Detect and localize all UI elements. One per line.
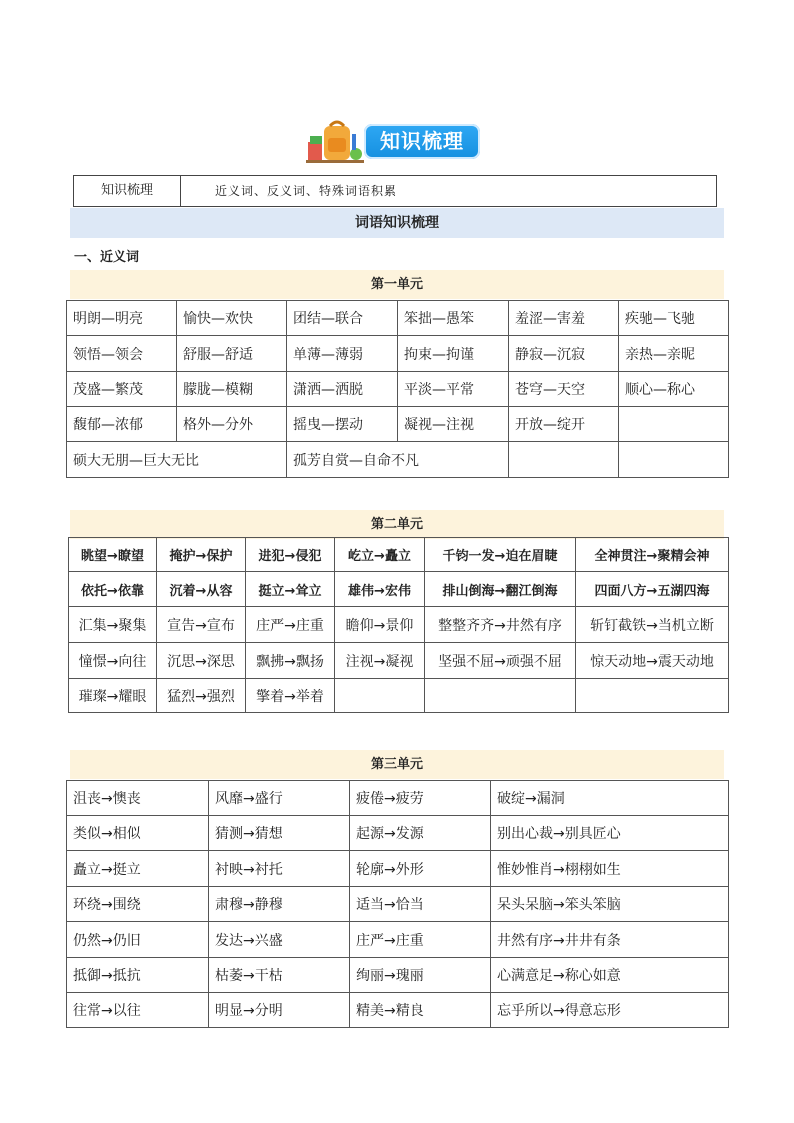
word-cell: 别出心裁→别具匠心 [491, 816, 729, 851]
word-cell: 沮丧→懊丧 [67, 781, 209, 816]
word-cell: 舒服—舒适 [177, 336, 287, 372]
word-cell: 仍然→仍旧 [67, 922, 209, 958]
word-cell: 轮廓→外形 [350, 851, 491, 887]
word-cell: 心满意足→称心如意 [491, 958, 729, 993]
word-cell: 拘束—拘谨 [398, 336, 509, 372]
word-cell: 茂盛—繁茂 [67, 372, 177, 407]
unit1-title: 第一单元 [70, 270, 724, 299]
word-cell: 挺立→耸立 [246, 572, 335, 607]
word-cell: 瞻仰→景仰 [335, 607, 425, 643]
table-row [67, 407, 729, 442]
table-row [69, 679, 729, 713]
unit2-table [68, 537, 729, 713]
word-cell: 单薄—薄弱 [287, 336, 398, 372]
unit2-title: 第二单元 [70, 510, 724, 539]
school-bag-icon [306, 120, 366, 164]
word-cell: 格外—分外 [177, 407, 287, 442]
table-row [67, 922, 729, 958]
word-cell: 千钧一发→迫在眉睫 [425, 538, 576, 572]
word-cell: 惊天动地→震天动地 [576, 643, 729, 679]
word-cell: 排山倒海→翻江倒海 [425, 572, 576, 607]
word-cell: 整整齐齐→井然有序 [425, 607, 576, 643]
word-cell: 庄严→庄重 [350, 922, 491, 958]
summary-label: 知识梳理 [74, 176, 181, 206]
word-cell: 环绕→围绕 [67, 887, 209, 922]
word-cell: 注视→凝视 [335, 643, 425, 679]
word-cell: 猜测→猜想 [209, 816, 350, 851]
word-cell: 硕大无朋—巨大无比 [67, 442, 287, 478]
word-cell: 屹立→矗立 [335, 538, 425, 572]
table-row [67, 372, 729, 407]
summary-row [73, 175, 717, 207]
table-row [67, 958, 729, 993]
word-cell [619, 442, 729, 478]
word-cell: 团结—联合 [287, 301, 398, 336]
word-cell: 飘拂→飘扬 [246, 643, 335, 679]
word-cell: 宣告→宣布 [157, 607, 246, 643]
table-row [67, 816, 729, 851]
word-cell: 起源→发源 [350, 816, 491, 851]
unit3-table [66, 780, 729, 1028]
word-cell: 沉思→深思 [157, 643, 246, 679]
word-cell: 汇集→聚集 [69, 607, 157, 643]
table-row [67, 887, 729, 922]
word-cell: 苍穹—天空 [509, 372, 619, 407]
word-cell: 亲热—亲昵 [619, 336, 729, 372]
word-cell: 愉快—欢快 [177, 301, 287, 336]
word-cell: 往常→以往 [67, 993, 209, 1028]
word-cell: 风靡→盛行 [209, 781, 350, 816]
table-row [67, 442, 729, 478]
section-title: 词语知识梳理 [70, 208, 724, 238]
word-cell: 潇洒—洒脱 [287, 372, 398, 407]
word-cell: 孤芳自赏—自命不凡 [287, 442, 509, 478]
word-cell: 抵御→抵抗 [67, 958, 209, 993]
table-row [67, 851, 729, 887]
word-cell: 羞涩—害羞 [509, 301, 619, 336]
word-cell: 沉着→从容 [157, 572, 246, 607]
word-cell: 进犯→侵犯 [246, 538, 335, 572]
word-cell: 平淡—平常 [398, 372, 509, 407]
word-cell: 全神贯注→聚精会神 [576, 538, 729, 572]
word-cell [335, 679, 425, 713]
word-cell: 疲倦→疲劳 [350, 781, 491, 816]
word-cell: 矗立→挺立 [67, 851, 209, 887]
word-cell: 摇曳—摆动 [287, 407, 398, 442]
word-cell [509, 442, 619, 478]
table-row [69, 538, 729, 572]
unit3-title: 第三单元 [70, 750, 724, 779]
word-cell: 衬映→衬托 [209, 851, 350, 887]
word-cell: 凝视—注视 [398, 407, 509, 442]
word-cell: 顺心—称心 [619, 372, 729, 407]
unit1-table [66, 300, 729, 478]
header-badge-group [306, 120, 482, 164]
word-cell: 擎着→举着 [246, 679, 335, 713]
word-cell: 类似→相似 [67, 816, 209, 851]
table-row [67, 781, 729, 816]
table-row [67, 993, 729, 1028]
word-cell: 破绽→漏洞 [491, 781, 729, 816]
word-cell: 庄严→庄重 [246, 607, 335, 643]
table-row [67, 336, 729, 372]
word-cell: 眺望→瞭望 [69, 538, 157, 572]
knowledge-badge: 知识梳理 [364, 124, 480, 159]
word-cell: 斩钉截铁→当机立断 [576, 607, 729, 643]
word-cell: 明显→分明 [209, 993, 350, 1028]
table-row [69, 643, 729, 679]
word-cell: 憧憬→向往 [69, 643, 157, 679]
summary-value: 近义词、反义词、特殊词语积累 [215, 184, 398, 198]
word-cell: 四面八方→五湖四海 [576, 572, 729, 607]
word-cell: 绚丽→瑰丽 [350, 958, 491, 993]
word-cell: 笨拙—愚笨 [398, 301, 509, 336]
word-cell: 雄伟→宏伟 [335, 572, 425, 607]
word-cell: 精美→精良 [350, 993, 491, 1028]
word-cell: 依托→依靠 [69, 572, 157, 607]
word-cell: 朦胧—模糊 [177, 372, 287, 407]
table-row [67, 301, 729, 336]
word-cell: 明朗—明亮 [67, 301, 177, 336]
word-cell: 静寂—沉寂 [509, 336, 619, 372]
word-cell: 肃穆→静穆 [209, 887, 350, 922]
word-cell [425, 679, 576, 713]
word-cell: 坚强不屈→顽强不屈 [425, 643, 576, 679]
table-row [69, 607, 729, 643]
table-row [69, 572, 729, 607]
word-cell: 适当→恰当 [350, 887, 491, 922]
word-cell: 猛烈→强烈 [157, 679, 246, 713]
subheading-synonyms: 一、近义词 [74, 250, 140, 265]
word-cell: 疾驰—飞驰 [619, 301, 729, 336]
word-cell: 馥郁—浓郁 [67, 407, 177, 442]
word-cell: 井然有序→井井有条 [491, 922, 729, 958]
word-cell: 枯萎→干枯 [209, 958, 350, 993]
word-cell: 忘乎所以→得意忘形 [491, 993, 729, 1028]
word-cell: 发达→兴盛 [209, 922, 350, 958]
word-cell: 掩护→保护 [157, 538, 246, 572]
word-cell: 开放—绽开 [509, 407, 619, 442]
word-cell [619, 407, 729, 442]
word-cell [576, 679, 729, 713]
word-cell: 惟妙惟肖→栩栩如生 [491, 851, 729, 887]
word-cell: 璀璨→耀眼 [69, 679, 157, 713]
word-cell: 呆头呆脑→笨头笨脑 [491, 887, 729, 922]
word-cell: 领悟—领会 [67, 336, 177, 372]
